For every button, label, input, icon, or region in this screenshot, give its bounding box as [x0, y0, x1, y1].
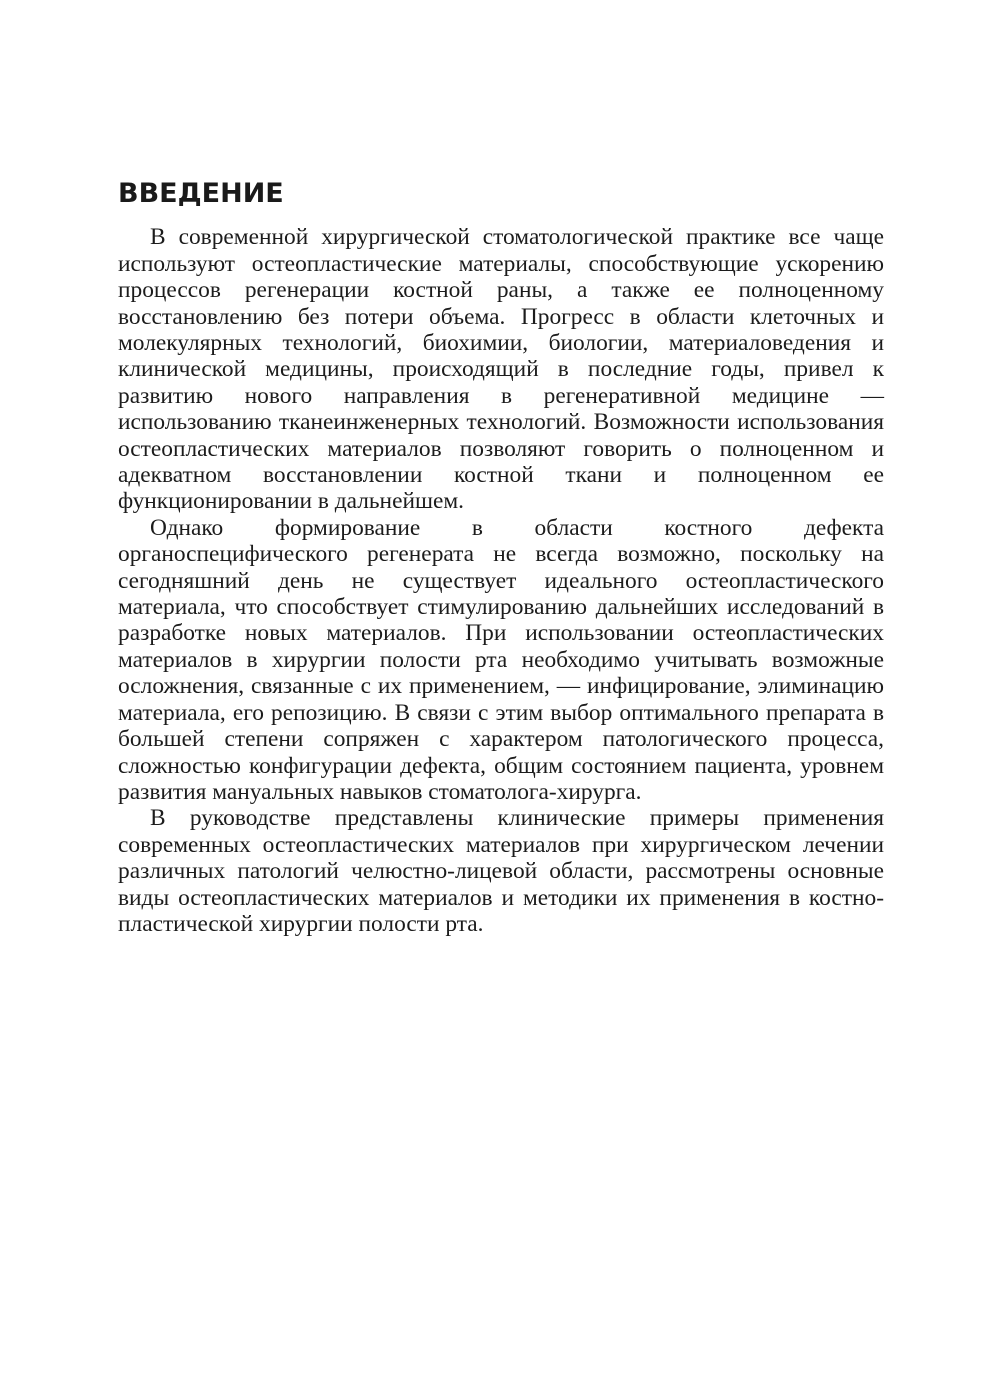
paragraph-2: Однако формирование в области костного дефекта органоспецифического регенерата не всегда возможно, поскольку на сегодняшний день не существует идеального остеопластического материала, что способствует стимулированию дальнейших исследований в разработке новых материалов. При использовании остеопластических материалов в хирургии полости рта необходимо учитывать возможные осложнения, связанные с их применением, — инфицирование, элиминацию материала, его репозицию. В связи с этим выбор оптимального препарата в большей степени сопряжен с характером патологического процесса, сложностью конфигурации дефекта, общим состоянием пациента, уровнем развития мануальных навыков стоматолога-хирурга. — [118, 514, 884, 805]
section-heading: ВВЕДЕНИЕ — [118, 178, 284, 209]
paragraph-1: В современной хирургической стоматологической практике все чаще используют остеопластические материалы, способствующие ускорению процессов регенерации костной раны, а также ее полноценному восстановлению без потери объема. Прогресс в области клеточных и молекулярных технологий, биохимии, биологии, материаловедения и клинической медицины, происходящий в последние годы, привел к развитию нового направления в регенеративной медицине — использованию тканеинженерных технологий. Возможности использования остеопластических материалов позволяют говорить о полноценном и адекватном восстановлении костной ткани и полноценном ее функционировании в дальнейшем. — [118, 224, 884, 515]
page-content — [118, 178, 884, 937]
paragraph-3: В руководстве представлены клинические примеры применения современных остеопластических материалов при хирургическом лечении различных патологий челюстно-лицевой области, рассмотрены основные виды остеопластических материалов и методики их применения в костно-пластической хирургии полости рта. — [118, 805, 884, 937]
